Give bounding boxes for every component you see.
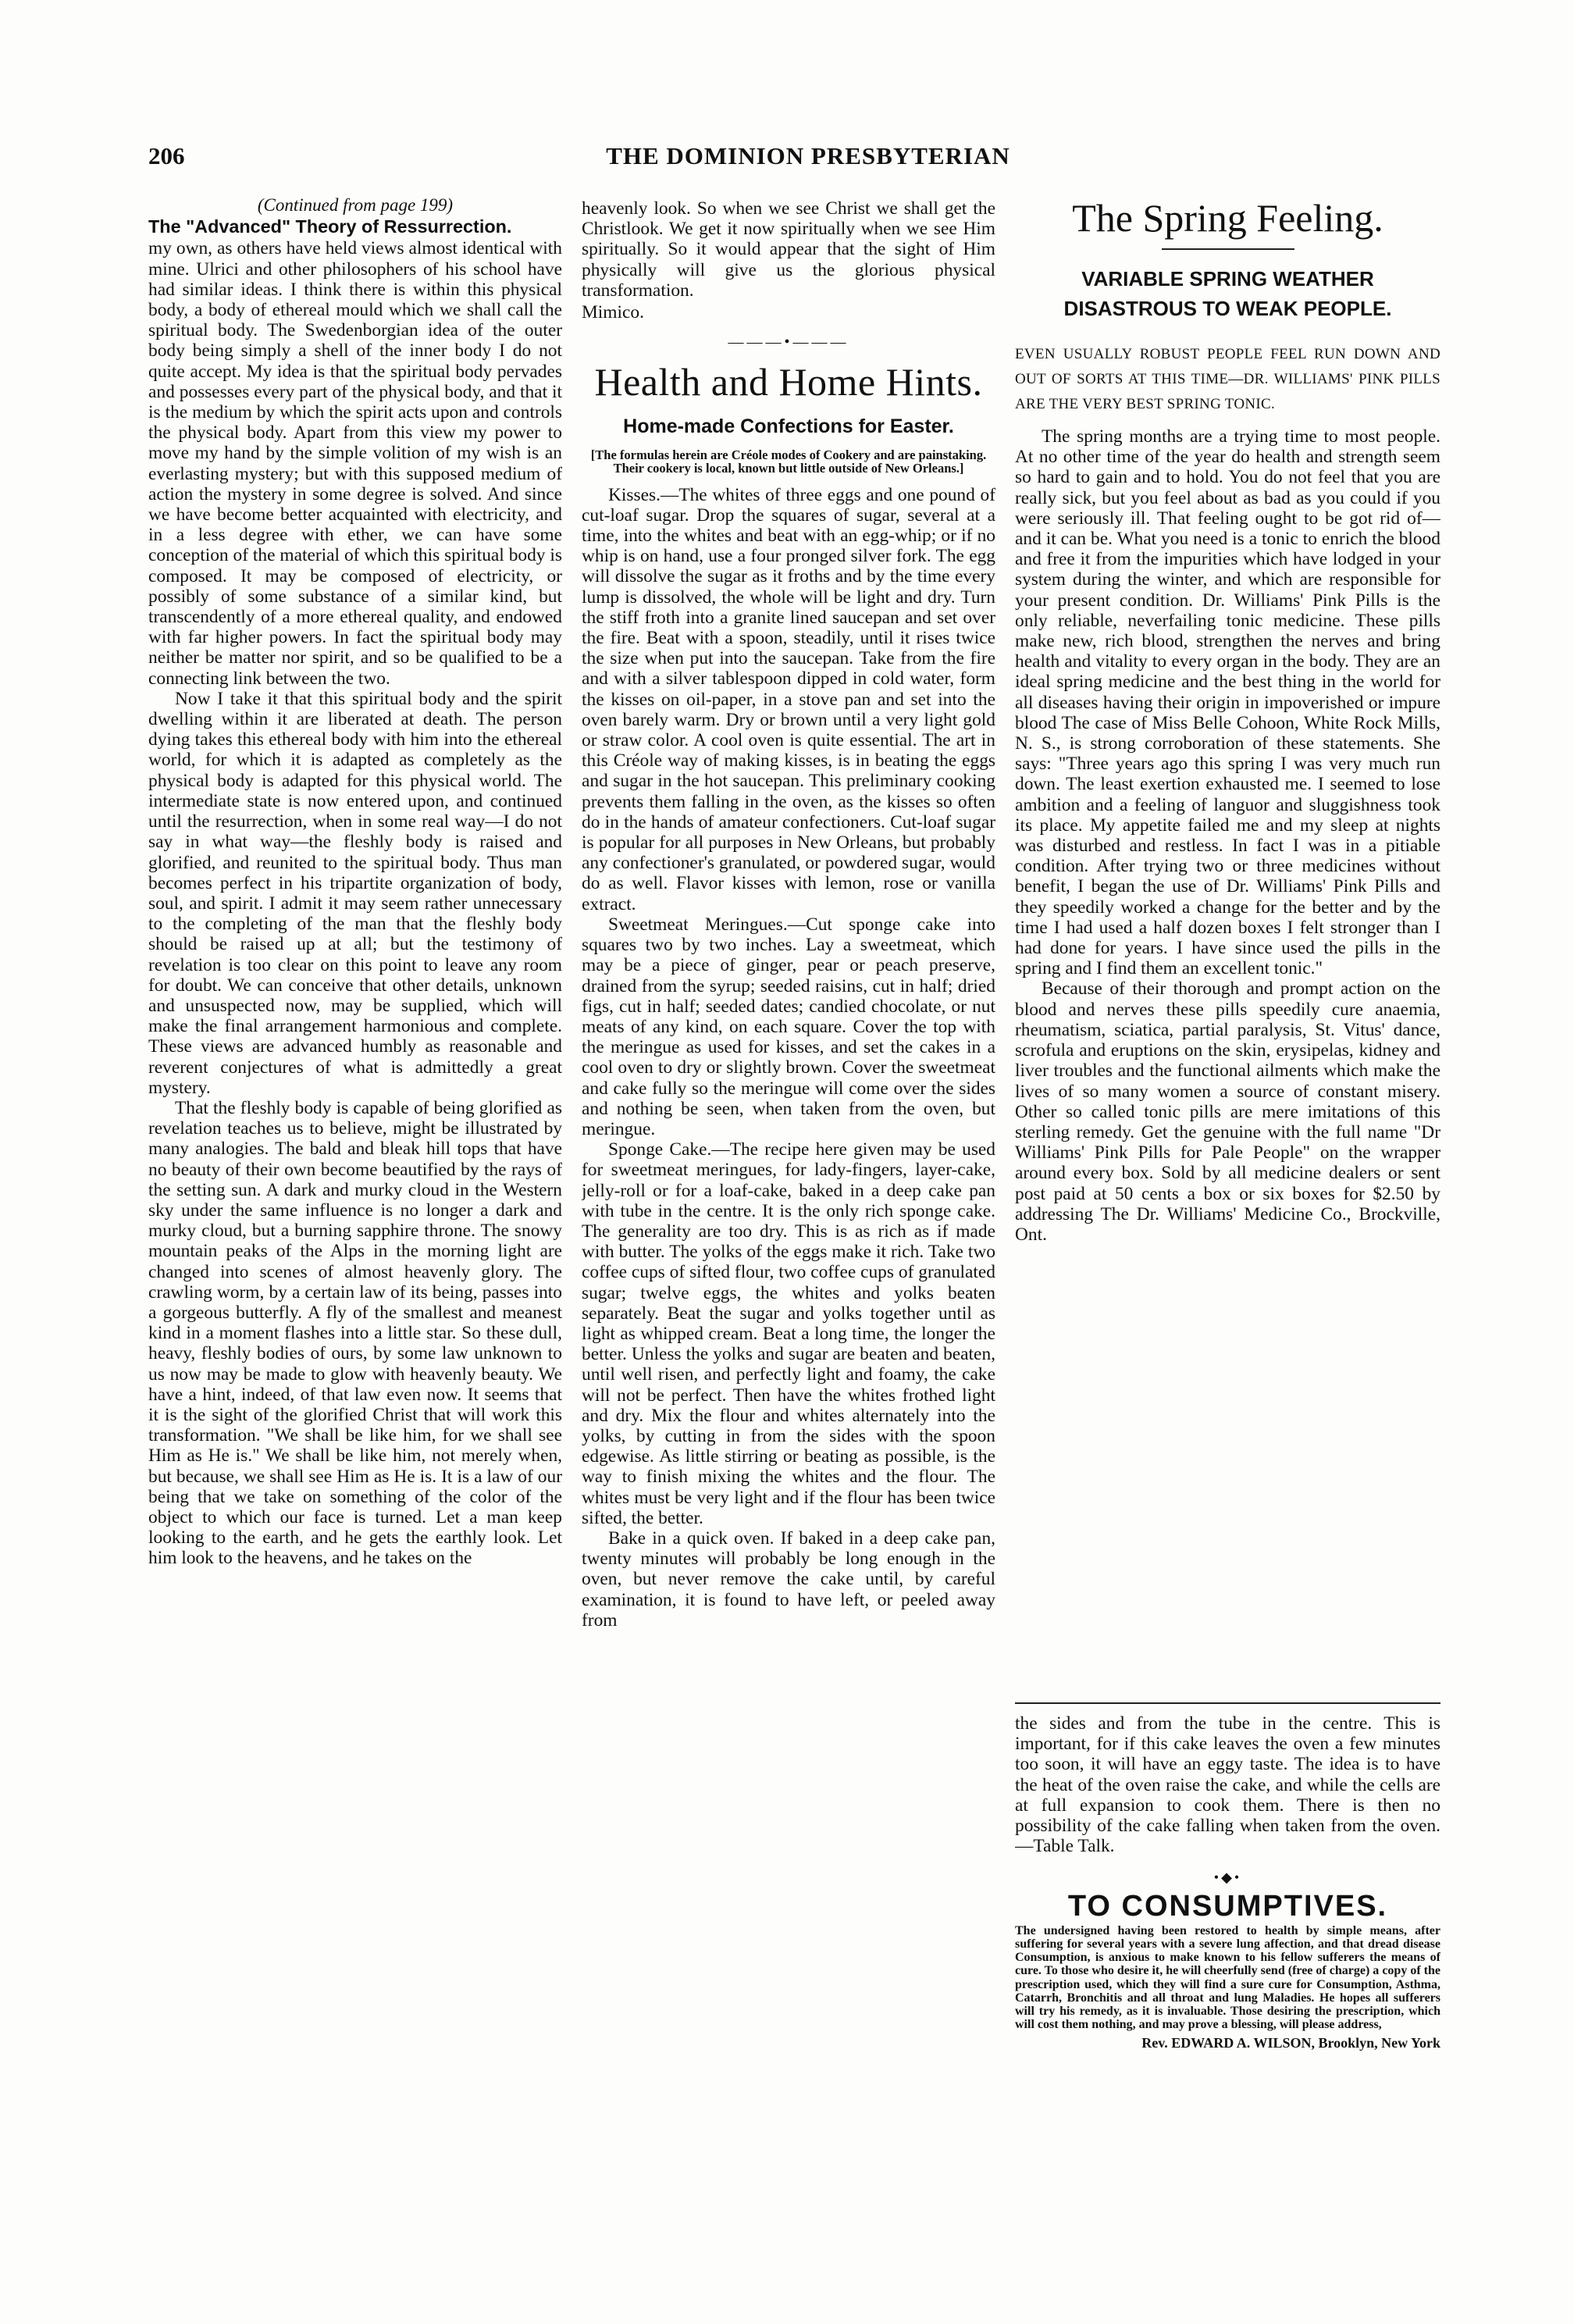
column-2	[582, 198, 995, 2166]
article-subtitle: VARIABLE SPRING WEATHER DISASTROUS TO WEAK PEOPLE.	[1063, 267, 1392, 320]
article-title-spring: The Spring Feeling.	[1072, 196, 1383, 240]
divider: ———•———	[728, 333, 849, 351]
paragraph: Kisses.—The whites of three eggs and one pound of cut-loaf sugar. Drop the squares of sugar, several at a time, into the whites and beat with an egg-whip; or if no whip is on hand, use a four pronged silver fork. The egg will dissolve the sugar as it froths and by the time every lump is dissolved, the whole will be light and dry. Turn the stiff froth into a granite lined saucepan and set over the fire. Beat with a spoon, steadily, until it rises twice the size when put into the saucepan. Take from the fire and with a silver tablespoon dipped in cold water, form the kisses on oil-paper, in a stove pan and set into the oven barely warm. Dry or brown until a very light gold or straw color. A cool oven is quite essential. The art in this Créole way of making kisses, is in beating the eggs and sugar in the hot saucepan. This preliminary cooking prevents them falling in the oven, as the kisses so often do in the hands of amateur confectioners. Cut-loaf sugar is popular for all purposes in New Orleans, but probably any confectioner's granulated, or powdered sugar, would do as well. Flavor kisses with lemon, rose or vanilla extract.	[582, 484, 995, 914]
divider: •◆•	[1213, 1870, 1242, 1886]
editorial-note: [The formulas herein are Créole modes of Cookery and are painstaking. Their cookery is local, known but little outside of New Orleans.]	[590, 447, 987, 476]
page-header	[148, 142, 1468, 173]
running-title: THE DOMINION PRESBYTERIAN	[606, 142, 1010, 169]
paragraph: Because of their thorough and prompt action on the blood and nerves these pills speedily cure anaemia, rheumatism, sciatica, partial paralysis, St. Vitus' dance, scrofula and eruptions on the skin, erysipelas, kidney and liver troubles and the functional ailments which make the lives of so many women a source of constant misery. Other so called tonic pills are mere imitations of this sterling remedy. Get the genuine with the full name "Dr Williams' Pink Pills for Pale People" on the wrapper around every box. Sold by all medicine dealers or sent post paid at 50 cents a box or six boxes for $2.50 by addressing The Dr. Williams' Medicine Co., Brockville, Ont.	[1015, 978, 1440, 1245]
paragraph: the sides and from the tube in the centre. This is important, for if this cake leaves the oven a few minutes too soon, it will have an eggy taste. The idea is to have the heat of the oven raise the cake, and while the cells are at full expansion to cook them. There is then no possibility of the cake falling when taken from the oven.—Table Talk.	[1015, 1713, 1440, 1857]
paragraph: Sweetmeat Meringues.—Cut sponge cake into squares two by two inches. Lay a sweetmeat, which may be a piece of ginger, pear or peach preserve, drained from the syrup; seeded raisins, cut in half; dried figs, cut in half; seeded dates; candied chocolate, or nut meats of any kind, on each square. Cover the top with the meringue as used for kisses, and set the cakes in a cool oven to dry or slightly brown. Cover the sweetmeat and cake fully so the meringue will come over the sides and nothing be seen, when taken from the oven, but meringue.	[582, 914, 995, 1139]
column-divider-rule	[1015, 1702, 1440, 1704]
article-title-resurrection: The "Advanced" Theory of Ressurrection.	[148, 216, 512, 237]
divider	[1162, 248, 1294, 250]
signature: Mimico.	[582, 302, 644, 323]
paragraph: That the fleshly body is capable of being glorified as revelation teaches us to believe, might be illustrated by many analogies. The bald and bleak hill tops that have no beauty of their own become beautified by the rays of the setting sun. A dark and murky cloud in the Western sky under the same influence is no longer a dark and murky cloud, but a burning sapphire throne. The snowy mountain peaks of the Alps in the morning light are changed into scenes of almost heavenly glory. The crawling worm, by a certain law of its being, passes into a gorgeous butterfly. A fly of the smallest and meanest kind in a moment flashes into a little star. So these dull, heavy, fleshly bodies of ours, by some law unknown to us now may be made to glow with heavenly beauty. We have a hint, indeed, of that law even now. It seems that it is the sight of the glorified Christ that will work this transformation. "We shall be like him, for we shall see Him as He is." We shall be like him, not merely when, but because, we shall see Him as He is. It is a law of our being that we take on something of the color of the object to which our face is turned. Let a man keep looking to the earth, and he gets the earthly look. Let him look to the heavens, and he takes on the	[148, 1097, 562, 1569]
column-1	[148, 195, 562, 2148]
article-title-health: Health and Home Hints.	[594, 360, 983, 405]
paragraph: Sponge Cake.—The recipe here given may be used for sweetmeat meringues, for lady-fingers, layer-cake, jelly-roll or for a loaf-cake, baked in a deep cake pan with tube in the centre. It is the only rich sponge cake. The generality are too dry. This is as rich as if made with butter. The yolks of the eggs make it rich. Take two coffee cups of sifted flour, two coffee cups of granulated sugar; twelve eggs, the whites and yolks beaten separately. Beat the sugar and yolks together until as light as whipped cream. Beat a long time, the longer the better. Unless the yolks and sugar are beaten and beaten, until well risen, and perfectly light and foamy, the cake will not be perfect. Then have the whites frothed light and dry. Mix the flour and whites alternately into the yolks, by cutting in from the sides with the spoon edgewise. As little stirring or beating as possible, is the way to finish mixing the whites and the flour. The whites must be very light and if the flour has been twice sifted, the better.	[582, 1139, 995, 1528]
column-3	[1015, 191, 1440, 1706]
continued-note: (Continued from page 199)	[257, 195, 454, 215]
paragraph: The spring months are a trying time to most people. At no other time of the year do health and strength seem so hard to gain and to hold. You do not feel that you are really sick, but you feel about as bad as you could if you were seriously ill. That feeling ought to be got rid of—and it can be. What you need is a tonic to enrich the blood and free it from the impurities which have lodged in your system during the winter, and which are responsible for your present condition. Dr. Williams' Pink Pills is the only reliable, neverfailing tonic medicine. These pills make new, rich blood, strengthen the nerves and bring health and vitality to every organ in the body. They are an ideal spring medicine and the best thing in the world for all diseases having their origin in impoverished or impure blood The case of Miss Belle Cohoon, White Rock Mills, N. S., is strong corroboration of these statements. She says: "Three years ago this spring I was very much run down. The least exertion exhausted me. I seemed to lose ambition and a feeling of languor and sluggishness took its place. My appetite failed me and my sleep at nights was disturbed and restless. In fact I was in a pitiable condition. After trying two or three medicines without benefit, I began the use of Dr. Williams' Pink Pills and they speedily worked a change for the better and by the time I had used a half dozen boxes I felt stronger than I had done for years. I have since used the pills in the spring and I find them an excellent tonic."	[1015, 426, 1440, 979]
article-deck: EVEN USUALLY ROBUST PEOPLE FEEL RUN DOWN AND OUT OF SORTS AT THIS TIME—DR. WILLIAMS' PINK PILLS ARE THE VERY BEST SPRING TONIC.	[1015, 346, 1440, 412]
advert-body: The undersigned having been restored to health by simple means, after suffering for several years with a severe lung affection, and that dread disease Consumption, is anxious to make known to his fellow sufferers the means of cure. To those who desire it, he will cheerfully send (free of charge) a copy of the prescription used, which they will find a sure cure for Consumption, Asthma, Catarrh, Bronchitis and all throat and lung Maladies. He hopes all sufferers will try his remedy, as it is invaluable. Those desiring the prescription, which will cost them nothing, and may prove a blessing, will please address,	[1015, 1923, 1440, 2032]
paragraph: my own, as others have held views almost identical with mine. Ulrici and other philosophers of his school have had similar ideas. I think there is within this physical body, a body of ethereal mould which we shall call the spiritual body. The Swedenborgian idea of the outer body being simply a shell of the inner body I do not quite accept. My idea is that the spiritual body pervades and possesses every part of the physical body, and that it is the medium by which the spirit acts upon and controls the physical body. Apart from this view my power to move my hand by the simple volition of my wish is an everlasting mystery; but with this supposed medium of action the mystery in some degree is solved. And since we have become better acquainted with electricity, and in a less degree with ether, we can have some conception of the material of which this spiritual body is composed. It may be composed of electricity, or possibly of some substance of a similar kind, but transcendently of a more ethereal quality, and endowed with far higher powers. In fact the spiritual body may neither be matter nor spirit, and so be qualified to be a connecting link between the two.	[148, 238, 562, 689]
advert-signature: Rev. EDWARD A. WILSON, Brooklyn, New York	[1141, 2035, 1440, 2051]
column-3-lower	[1015, 1713, 1440, 2158]
advert-title: TO CONSUMPTIVES.	[1067, 1889, 1388, 1923]
page-number: 206	[148, 142, 185, 169]
article-subtitle: Home-made Confections for Easter.	[623, 415, 954, 438]
paragraph: Now I take it that this spiritual body and the spirit dwelling within it are liberated at death. The person dying takes this ethereal body with him into the ethereal world, for which it is adapted as completely as the physical body is adapted for this physical world. The intermediate state is now entered upon, and continued until the resurrection, when in some real way—I do not say in what way—the fleshly body is raised and glorified, and reunited to the spiritual body. Thus man becomes perfect in his tripartite organization of body, soul, and spirit. I admit it may seem rather unnecessary to the completing of the man that the fleshly body should be raised up at all; but the testimony of revelation is too clear on this point to leave any room for doubt. We can conceive that other details, unknown and unsuspected now, may be supplied, which will make the final arrangement harmonious and complete. These views are advanced humbly as reasonable and reverent conjectures of what is admittedly a great mystery.	[148, 688, 562, 1098]
paragraph: Bake in a quick oven. If baked in a deep cake pan, twenty minutes will probably be long enough in the oven, but never remove the cake until, by careful examination, it is found to have left, or peeled away from	[582, 1527, 995, 1631]
paragraph: heavenly look. So when we see Christ we shall get the Christlook. We get it now spiritually when we see Him spiritually. So it would appear that the sight of Him physically will give us the glorious physical transformation.	[582, 198, 995, 301]
